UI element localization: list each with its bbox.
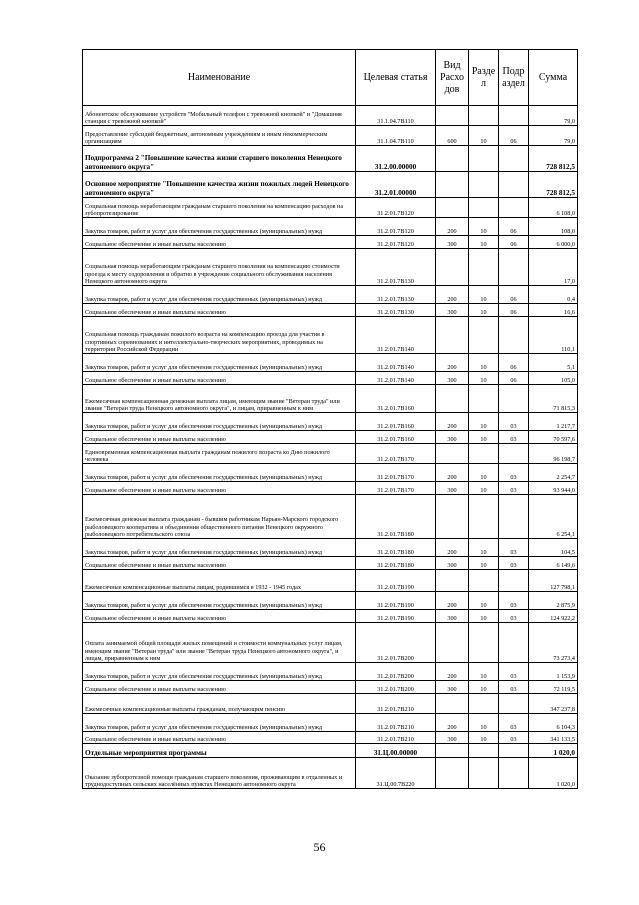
row-podrazdel: 03 xyxy=(499,663,529,681)
row-podrazdel xyxy=(499,623,529,663)
row-code: 31.2.01.7В180 xyxy=(356,557,436,570)
table-row xyxy=(83,732,578,744)
row-vid xyxy=(436,146,469,172)
row-vid: 300 xyxy=(436,732,469,744)
row-sum: 73 273,4 xyxy=(529,623,578,663)
row-name: Социальное обеспечение и иные выплаты населению xyxy=(83,304,356,317)
row-code: 31.2.01.7В210 xyxy=(356,732,436,744)
row-razdel: 10 xyxy=(469,714,499,732)
row-razdel xyxy=(469,198,499,218)
row-code: 31.2.00.00000 xyxy=(356,146,436,172)
row-razdel: 10 xyxy=(469,413,499,431)
row-code: 31.2.01.7В180 xyxy=(356,539,436,557)
row-code: 31.2.01.7В200 xyxy=(356,623,436,663)
row-code: 31.2.01.7В140 xyxy=(356,372,436,385)
table-row xyxy=(83,557,578,570)
table-row xyxy=(83,714,578,732)
row-podrazdel: 06 xyxy=(499,286,529,304)
row-podrazdel xyxy=(499,444,529,464)
row-name: Закупка товаров, работ и услуг для обеспечения государственных (муниципальных) нужд xyxy=(83,286,356,304)
table-row xyxy=(83,198,578,218)
row-sum: 70 597,6 xyxy=(529,431,578,444)
row-vid xyxy=(436,623,469,663)
row-podrazdel: 03 xyxy=(499,732,529,744)
row-razdel: 10 xyxy=(469,431,499,444)
table-row xyxy=(83,431,578,444)
row-razdel: 10 xyxy=(469,592,499,610)
row-name: Ежемесячные компенсационные выплаты лицам, родившимся в 1932 - 1945 годах xyxy=(83,570,356,592)
row-name: Социальное обеспечение и иные выплаты населению xyxy=(83,372,356,385)
row-podrazdel: 06 xyxy=(499,354,529,372)
row-code: 31.2.01.7В140 xyxy=(356,354,436,372)
row-code: 31.2.01.7В170 xyxy=(356,444,436,464)
row-code: 31.1.04.7В110 xyxy=(356,126,436,146)
table-row xyxy=(83,218,578,236)
row-podrazdel xyxy=(499,694,529,714)
row-sum: 6 104,3 xyxy=(529,714,578,732)
row-sum: 5,1 xyxy=(529,354,578,372)
table-row xyxy=(83,385,578,413)
table-row xyxy=(83,236,578,249)
row-vid xyxy=(436,172,469,198)
row-razdel: 10 xyxy=(469,372,499,385)
row-razdel: 10 xyxy=(469,286,499,304)
row-vid: 200 xyxy=(436,218,469,236)
row-vid: 200 xyxy=(436,464,469,482)
row-sum: 124 922,2 xyxy=(529,610,578,623)
row-vid: 300 xyxy=(436,610,469,623)
row-sum: 96 198,7 xyxy=(529,444,578,464)
row-sum: 72 119,5 xyxy=(529,681,578,694)
row-code: 31.2.01.7В210 xyxy=(356,714,436,732)
row-razdel: 10 xyxy=(469,610,499,623)
row-name: Закупка товаров, работ и услуг для обеспечения государственных (муниципальных) нужд xyxy=(83,464,356,482)
row-razdel xyxy=(469,172,499,198)
row-sum: 6 108,0 xyxy=(529,198,578,218)
row-name: Подпрограмма 2 "Повышение качества жизни старшего поколения Ненецкого автономного округа" xyxy=(83,146,356,172)
row-razdel: 10 xyxy=(469,218,499,236)
row-code: 31.2.01.7В160 xyxy=(356,431,436,444)
header-podrazdel: Подр аздел xyxy=(499,50,529,106)
row-name: Социальное обеспечение и иные выплаты населению xyxy=(83,236,356,249)
row-code: 31.Ц.00.7В220 xyxy=(356,758,436,789)
row-sum: 6 149,6 xyxy=(529,557,578,570)
row-podrazdel: 06 xyxy=(499,126,529,146)
row-code: 31.2.01.7В120 xyxy=(356,198,436,218)
row-razdel xyxy=(469,694,499,714)
row-razdel xyxy=(469,146,499,172)
row-name: Социальная помощь гражданам пожилого возраста на компенсацию проезда для участия в спортивных соревнованиях и интеллектуально-творческих мероприятиях, проводимых на территории Российской Федерации xyxy=(83,317,356,354)
row-podrazdel: 03 xyxy=(499,482,529,495)
header-vid: Вид Расхо дов xyxy=(436,50,469,106)
row-code: 31.2.01.7В190 xyxy=(356,570,436,592)
row-name: Социальное обеспечение и иные выплаты населению xyxy=(83,732,356,744)
row-sum: 2 875,9 xyxy=(529,592,578,610)
row-vid: 200 xyxy=(436,663,469,681)
row-code: 31.2.01.7В130 xyxy=(356,286,436,304)
row-code: 31.Ц.00.00000 xyxy=(356,744,436,758)
row-name: Единовременная компенсационная выплата гражданам пожилого возраста ко Дню пожилого человека xyxy=(83,444,356,464)
row-vid: 200 xyxy=(436,539,469,557)
row-name: Ежемесячная денежная выплата гражданам - бывшим работникам Нарьян-Марского городского рыболовецкого кооператива и объединения общественного питания Ненецкого окружного рыболовецкого потребительского союза xyxy=(83,495,356,539)
row-code: 31.2.01.7В190 xyxy=(356,592,436,610)
row-razdel: 10 xyxy=(469,354,499,372)
row-name: Закупка товаров, работ и услуг для обеспечения государственных (муниципальных) нужд xyxy=(83,218,356,236)
row-name: Оказание зубопротезной помощи гражданам старшего поколения, проживающим в отдаленных и труднодоступных сельских населённых пунктах Ненецкого автономного округа xyxy=(83,758,356,789)
row-podrazdel: 03 xyxy=(499,592,529,610)
row-razdel: 10 xyxy=(469,663,499,681)
row-podrazdel: 03 xyxy=(499,539,529,557)
row-vid xyxy=(436,198,469,218)
row-razdel xyxy=(469,317,499,354)
table-row xyxy=(83,758,578,789)
row-podrazdel xyxy=(499,249,529,286)
row-code: 31.1.04.7В110 xyxy=(356,106,436,126)
row-podrazdel xyxy=(499,495,529,539)
row-vid: 300 xyxy=(436,431,469,444)
row-sum: 71 815,3 xyxy=(529,385,578,413)
table-header-row xyxy=(83,50,578,106)
row-sum: 110,1 xyxy=(529,317,578,354)
row-code: 31.2.01.7В130 xyxy=(356,249,436,286)
table-row xyxy=(83,592,578,610)
table-row xyxy=(83,172,578,198)
budget-table xyxy=(82,49,578,789)
row-podrazdel xyxy=(499,317,529,354)
row-name: Социальная помощь неработающим гражданам старшего поколения на компенсацию стоимости проезда к месту оздоровления и обратно в учреждение социального обслуживания населения Ненецкого автономного округа xyxy=(83,249,356,286)
table-row xyxy=(83,354,578,372)
table-row xyxy=(83,464,578,482)
table-body xyxy=(83,106,578,789)
row-razdel: 10 xyxy=(469,464,499,482)
row-name: Социальное обеспечение и иные выплаты населению xyxy=(83,610,356,623)
row-name: Закупка товаров, работ и услуг для обеспечения государственных (муниципальных) нужд xyxy=(83,714,356,732)
row-razdel xyxy=(469,444,499,464)
row-name: Социальное обеспечение и иные выплаты населению xyxy=(83,681,356,694)
table-row xyxy=(83,304,578,317)
row-code: 31.2.01.7В140 xyxy=(356,317,436,354)
row-vid xyxy=(436,385,469,413)
row-vid: 300 xyxy=(436,304,469,317)
row-vid: 600 xyxy=(436,126,469,146)
table-row xyxy=(83,106,578,126)
table-row xyxy=(83,694,578,714)
row-podrazdel xyxy=(499,198,529,218)
row-vid: 300 xyxy=(436,372,469,385)
row-code: 31.2.01.7В160 xyxy=(356,385,436,413)
row-code: 31.2.01.00000 xyxy=(356,172,436,198)
row-vid: 300 xyxy=(436,236,469,249)
row-razdel xyxy=(469,106,499,126)
row-podrazdel: 06 xyxy=(499,372,529,385)
row-name: Отдельные мероприятия программы xyxy=(83,744,356,758)
row-sum: 127 798,1 xyxy=(529,570,578,592)
row-sum: 1 020,0 xyxy=(529,744,578,758)
row-sum: 728 812,5 xyxy=(529,172,578,198)
header-razdel: Разде л xyxy=(469,50,499,106)
row-sum: 728 812,5 xyxy=(529,146,578,172)
row-razdel: 10 xyxy=(469,557,499,570)
row-razdel: 10 xyxy=(469,304,499,317)
row-vid: 300 xyxy=(436,681,469,694)
row-name: Социальное обеспечение и иные выплаты населению xyxy=(83,431,356,444)
row-podrazdel: 03 xyxy=(499,557,529,570)
row-razdel: 10 xyxy=(469,681,499,694)
row-name: Предоставление субсидий бюджетным, автономным учреждениям и иным некоммерческим организациям xyxy=(83,126,356,146)
row-sum: 0,4 xyxy=(529,286,578,304)
row-razdel xyxy=(469,570,499,592)
row-name: Социальное обеспечение и иные выплаты населению xyxy=(83,482,356,495)
table-row xyxy=(83,539,578,557)
table-row xyxy=(83,126,578,146)
row-code: 31.2.01.7В120 xyxy=(356,218,436,236)
row-podrazdel: 06 xyxy=(499,236,529,249)
row-code: 31.2.01.7В160 xyxy=(356,413,436,431)
row-name: Основное мероприятие "Повышение качества жизни пожилых людей Ненецкого автономного округа" xyxy=(83,172,356,198)
row-vid xyxy=(436,694,469,714)
row-podrazdel: 06 xyxy=(499,304,529,317)
table-row xyxy=(83,146,578,172)
row-sum: 79,0 xyxy=(529,106,578,126)
row-razdel: 10 xyxy=(469,126,499,146)
row-razdel xyxy=(469,385,499,413)
row-name: Социальная помощь неработающим гражданам старшего поколения на компенсацию расходов на зубопротезирование xyxy=(83,198,356,218)
table-row xyxy=(83,610,578,623)
table-row xyxy=(83,744,578,758)
row-sum: 17,0 xyxy=(529,249,578,286)
row-razdel: 10 xyxy=(469,539,499,557)
row-name: Закупка товаров, работ и услуг для обеспечения государственных (муниципальных) нужд xyxy=(83,354,356,372)
row-podrazdel xyxy=(499,106,529,126)
row-name: Оплата занимаемой общей площади жилых помещений и стоимости коммунальных услуг лицам, имеющим звание "Ветеран труда" или звание "Ветеран труда Ненецкого автономного округа", и лицам, приравненным к ним xyxy=(83,623,356,663)
row-vid xyxy=(436,249,469,286)
row-vid xyxy=(436,495,469,539)
row-vid: 200 xyxy=(436,413,469,431)
row-name: Ежемесячная компенсационная денежная выплата лицам, имеющим звание "Ветеран труда" или звание "Ветеран труда Ненецкого автономного округа", и лицам, приравненным к ним xyxy=(83,385,356,413)
header-sum: Сумма xyxy=(529,50,578,106)
row-name: Закупка товаров, работ и услуг для обеспечения государственных (муниципальных) нужд xyxy=(83,663,356,681)
row-podrazdel xyxy=(499,570,529,592)
row-vid: 200 xyxy=(436,354,469,372)
row-podrazdel: 03 xyxy=(499,431,529,444)
table-row xyxy=(83,482,578,495)
row-sum: 93 944,0 xyxy=(529,482,578,495)
table-row xyxy=(83,372,578,385)
row-code: 31.2.01.7В170 xyxy=(356,464,436,482)
table-row xyxy=(83,317,578,354)
row-vid: 300 xyxy=(436,557,469,570)
row-podrazdel: 03 xyxy=(499,413,529,431)
row-sum: 79,0 xyxy=(529,126,578,146)
header-name: Наименование xyxy=(83,50,356,106)
row-name: Ежемесячные компенсационные выплаты гражданам, получающим пенсию xyxy=(83,694,356,714)
row-vid xyxy=(436,317,469,354)
row-name: Закупка товаров, работ и услуг для обеспечения государственных (муниципальных) нужд xyxy=(83,413,356,431)
row-vid xyxy=(436,106,469,126)
row-name: Закупка товаров, работ и услуг для обеспечения государственных (муниципальных) нужд xyxy=(83,539,356,557)
row-code: 31.2.01.7В180 xyxy=(356,495,436,539)
row-podrazdel: 06 xyxy=(499,218,529,236)
table-row xyxy=(83,495,578,539)
row-code: 31.2.01.7В120 xyxy=(356,236,436,249)
header-code: Целевая статья xyxy=(356,50,436,106)
row-sum: 1 020,0 xyxy=(529,758,578,789)
row-vid: 200 xyxy=(436,286,469,304)
row-sum: 1 217,7 xyxy=(529,413,578,431)
row-vid xyxy=(436,758,469,789)
page-number: 56 xyxy=(313,840,326,854)
row-podrazdel xyxy=(499,172,529,198)
table-row xyxy=(83,286,578,304)
row-name: Абонентское обслуживание устройств "Мобильный телефон с тревожной кнопкой" и "Домашняя станция с тревожной кнопкой" xyxy=(83,106,356,126)
row-razdel xyxy=(469,758,499,789)
row-razdel xyxy=(469,495,499,539)
row-code: 31.2.01.7В210 xyxy=(356,694,436,714)
row-code: 31.2.01.7В170 xyxy=(356,482,436,495)
row-podrazdel: 03 xyxy=(499,610,529,623)
table-row xyxy=(83,623,578,663)
row-sum: 16,6 xyxy=(529,304,578,317)
table-row xyxy=(83,570,578,592)
row-vid xyxy=(436,570,469,592)
row-podrazdel xyxy=(499,385,529,413)
row-razdel: 10 xyxy=(469,236,499,249)
row-sum: 6 000,0 xyxy=(529,236,578,249)
row-vid: 300 xyxy=(436,482,469,495)
row-razdel xyxy=(469,744,499,758)
row-code: 31.2.01.7В130 xyxy=(356,304,436,317)
row-podrazdel xyxy=(499,744,529,758)
row-code: 31.2.01.7В200 xyxy=(356,681,436,694)
row-podrazdel: 03 xyxy=(499,714,529,732)
table-row xyxy=(83,444,578,464)
row-razdel: 10 xyxy=(469,732,499,744)
row-razdel xyxy=(469,623,499,663)
row-vid: 200 xyxy=(436,592,469,610)
row-podrazdel xyxy=(499,758,529,789)
row-sum: 347 237,8 xyxy=(529,694,578,714)
row-sum: 6 254,1 xyxy=(529,495,578,539)
table-row xyxy=(83,413,578,431)
row-code: 31.2.01.7В200 xyxy=(356,663,436,681)
table-row xyxy=(83,663,578,681)
row-vid xyxy=(436,444,469,464)
row-name: Социальное обеспечение и иные выплаты населению xyxy=(83,557,356,570)
row-sum: 105,0 xyxy=(529,372,578,385)
row-sum: 108,0 xyxy=(529,218,578,236)
row-sum: 104,5 xyxy=(529,539,578,557)
row-sum: 2 254,7 xyxy=(529,464,578,482)
table-row xyxy=(83,249,578,286)
row-razdel: 10 xyxy=(469,482,499,495)
row-podrazdel xyxy=(499,146,529,172)
table-row xyxy=(83,681,578,694)
row-name: Закупка товаров, работ и услуг для обеспечения государственных (муниципальных) нужд xyxy=(83,592,356,610)
row-podrazdel: 03 xyxy=(499,464,529,482)
row-vid xyxy=(436,744,469,758)
row-vid: 200 xyxy=(436,714,469,732)
row-razdel xyxy=(469,249,499,286)
row-sum: 341 133,5 xyxy=(529,732,578,744)
row-sum: 1 153,9 xyxy=(529,663,578,681)
row-podrazdel: 03 xyxy=(499,681,529,694)
row-code: 31.2.01.7В190 xyxy=(356,610,436,623)
